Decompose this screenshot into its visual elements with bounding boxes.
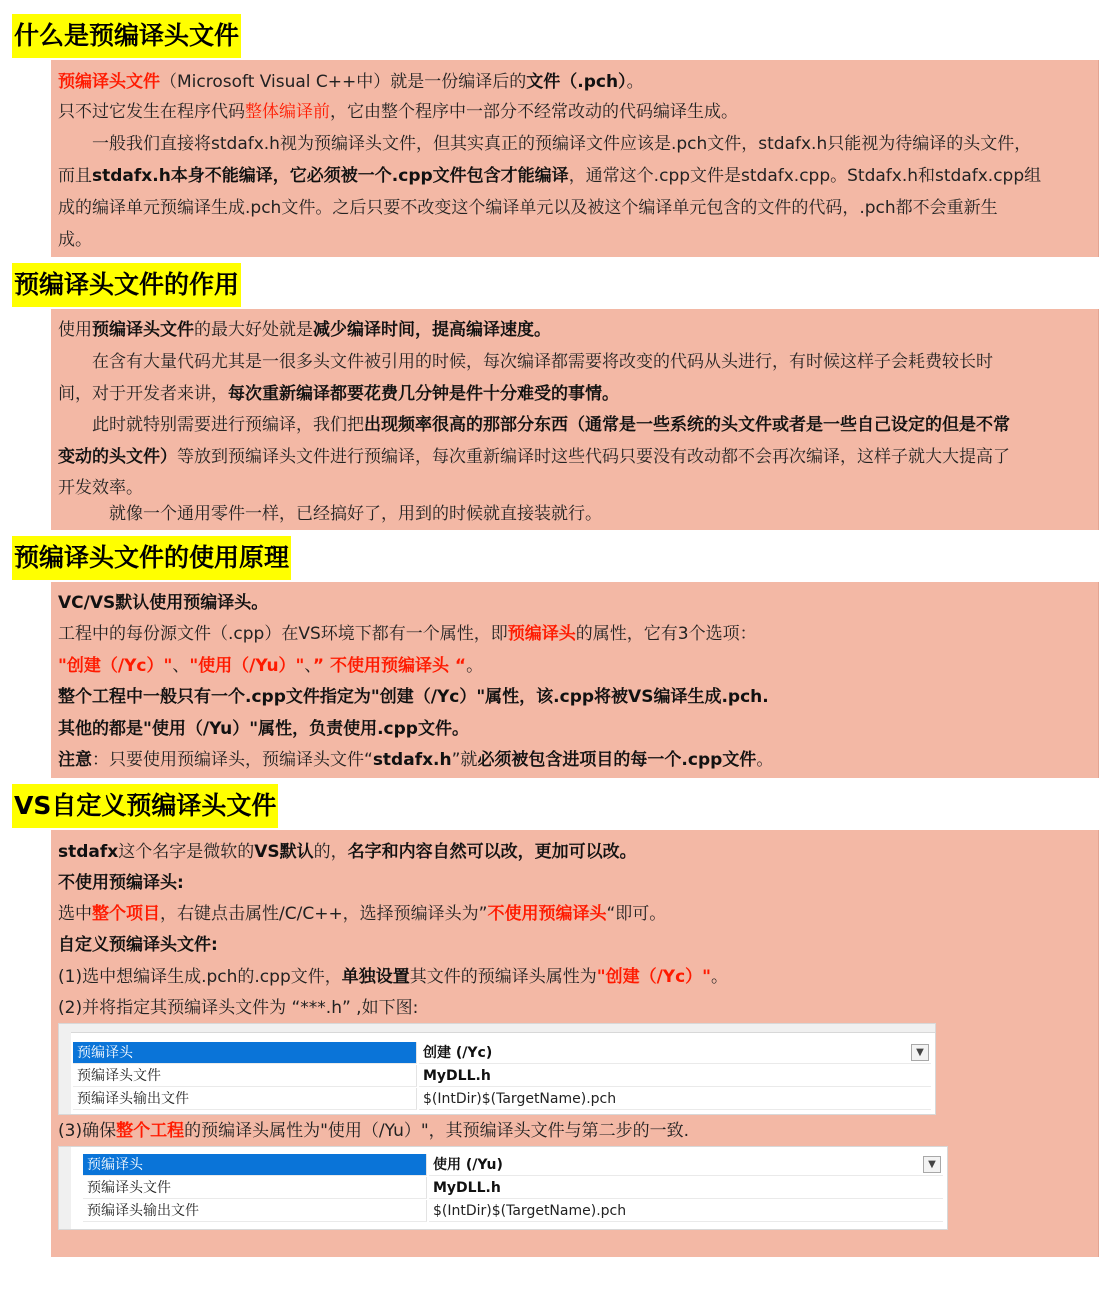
text-run: 自定义预编译头文件: (58, 935, 218, 955)
text-run: 。 (466, 656, 484, 676)
text-run: 使用 (58, 320, 92, 340)
paragraph-line (58, 593, 268, 613)
paragraph-line (58, 842, 637, 862)
text-run: 整体编译前 (245, 102, 330, 122)
text-run: 预编译头 (507, 624, 576, 644)
paragraph-line (58, 1121, 689, 1141)
paragraph-line (58, 687, 769, 707)
section-title: VS自定义预编译头文件 (12, 784, 278, 828)
paragraph-line (58, 624, 757, 644)
property-row[interactable] (83, 1200, 943, 1222)
paragraph-line (58, 320, 551, 340)
section-body (51, 309, 1099, 530)
property-key: 预编译头文件 (83, 1177, 427, 1199)
text-run: 工程中的每份源文件（.cpp）在VS环境下都有一个属性，即 (58, 624, 508, 644)
section-body (51, 582, 1099, 778)
text-run: 整个工程 (116, 1121, 185, 1141)
paragraph-line (58, 198, 998, 218)
text-run: 、 (304, 656, 313, 676)
text-run: 整个项目 (92, 904, 160, 924)
text-run: 。 (711, 967, 729, 987)
text-run: 整个工程中一般只有一个.cpp文件指定为"创建（/Yc）"属性，该.cpp将被VS编译生成.pch. (58, 687, 769, 707)
text-run: 这个名字是微软的 (118, 842, 255, 862)
text-run: “即可。 (606, 904, 667, 924)
text-run: 就像一个通用零件一样，已经搞好了，用到的时候就直接装就行。 (58, 504, 602, 524)
paragraph-line (58, 352, 993, 372)
text-run: 单独设置 (341, 967, 410, 987)
property-value[interactable]: 使用 (/Yu) (429, 1154, 943, 1176)
text-run: 的预编译头属性为"使用（/Yu）"，其预编译头文件与第二步的一致. (184, 1121, 690, 1141)
text-run: 其他的都是"使用（/Yu）"属性，负责使用.cpp文件。 (58, 719, 469, 739)
text-run: 间，对于开发者来讲， (58, 384, 228, 404)
paragraph-line (58, 904, 666, 924)
text-run: stdafx (58, 842, 119, 862)
text-run: "使用（/Yu）" (189, 656, 305, 676)
text-run: 预编译头文件 (58, 72, 160, 92)
text-run: ，右键点击属性/C/C++，选择预编译头为” (160, 904, 488, 924)
text-run: 成的编译单元预编译生成.pch文件。之后只要不改变这个编译单元以及被这个编译单元包含的文件的代码，.pch都不会重新生 (58, 198, 998, 218)
text-run: 一般我们直接将stdafx.h视为预编译头文件，但其实真正的预编译文件应该是.pch文件，stdafx.h只能视为待编译的头文件， (58, 134, 1032, 154)
text-run: 等放到预编译头文件进行预编译，每次重新编译时这些代码只要没有改动都不会再次编译，这样子就大大提高了 (177, 447, 1010, 467)
section-body (51, 60, 1099, 257)
text-run: (3)确保 (58, 1121, 117, 1141)
text-run: (2)并将指定其预编译头文件为 “***.h” ,如下图: (58, 998, 419, 1018)
property-row[interactable] (73, 1042, 931, 1064)
text-run: (1)选中想编译生成.pch的.cpp文件， (58, 967, 342, 987)
property-row[interactable] (73, 1065, 931, 1087)
text-run: ”就 (451, 750, 478, 770)
text-run: 选中 (58, 904, 92, 924)
text-run: 的最大好处就是 (194, 320, 313, 340)
text-run: 成。 (58, 230, 92, 250)
property-grid-use (58, 1146, 948, 1230)
text-run: 文件（.pch） (526, 72, 627, 92)
paragraph-line (58, 504, 602, 524)
paragraph-line (58, 967, 728, 987)
paragraph-line (58, 478, 143, 498)
text-run: 。 (756, 750, 774, 770)
property-key: 预编译头输出文件 (73, 1088, 417, 1110)
section-title: 预编译头文件的使用原理 (12, 536, 291, 580)
property-value[interactable]: MyDLL.h (429, 1177, 943, 1199)
paragraph-line (58, 719, 469, 739)
text-run: 注意 (58, 750, 92, 770)
paragraph-line (58, 873, 184, 893)
text-run: 只不过它发生在程序代码 (58, 102, 245, 122)
text-run: 开发效率。 (58, 478, 143, 498)
paragraph-line (58, 656, 483, 676)
property-value[interactable]: 创建 (/Yc) (419, 1042, 931, 1064)
paragraph-line (58, 134, 1031, 154)
property-value[interactable]: $(IntDir)$(TargetName).pch (429, 1200, 943, 1222)
paragraph-line (58, 72, 644, 92)
text-run: 每次重新编译都要花费几分钟是件十分难受的事情。 (228, 384, 619, 404)
paragraph-line (58, 935, 218, 955)
paragraph-line (58, 750, 773, 770)
paragraph-line (58, 447, 1010, 467)
property-value[interactable]: $(IntDir)$(TargetName).pch (419, 1088, 931, 1110)
text-run: 预编译头文件 (92, 320, 194, 340)
chevron-down-icon[interactable]: ▼ (911, 1044, 929, 1061)
property-key: 预编译头 (83, 1154, 427, 1176)
text-run: 减少编译时间，提高编译速度。 (313, 320, 551, 340)
text-run: 的， (313, 842, 348, 862)
text-run: 此时就特别需要进行预编译，我们把 (58, 415, 364, 435)
property-row[interactable] (73, 1088, 931, 1110)
text-run: 在含有大量代码尤其是一很多头文件被引用的时候，每次编译都需要将改变的代码从头进行，有时候这样子会耗费较长时 (58, 352, 993, 372)
text-run: 、 (172, 656, 190, 676)
text-run: 。 (626, 72, 644, 92)
text-run: ，通常这个.cpp文件是stdafx.cpp。Stdafx.h和stdafx.cpp组 (568, 166, 1042, 186)
text-run: 变动的头文件） (58, 447, 177, 467)
property-row[interactable] (83, 1177, 943, 1199)
text-run: stdafx.h本身不能编译，它必须被一个.cpp文件包含才能编译 (92, 166, 569, 186)
text-run: ：只要使用预编译头，预编译头文件“ (92, 750, 373, 770)
property-key: 预编译头输出文件 (83, 1200, 427, 1222)
text-run: 的属性，它有3个选项： (575, 624, 757, 644)
text-run: ” 不使用预编译头 “ (312, 656, 467, 676)
text-run: 不使用预编译头: (58, 873, 184, 893)
text-run: 其文件的预编译头属性为 (409, 967, 597, 987)
paragraph-line (58, 102, 738, 122)
paragraph-line (58, 230, 92, 250)
property-key: 预编译头文件 (73, 1065, 417, 1087)
text-run: ，它由整个程序中一部分不经常改动的代码编译生成。 (330, 102, 738, 122)
property-value[interactable]: MyDLL.h (419, 1065, 931, 1087)
text-run: 不使用预编译头 (487, 904, 607, 924)
section-title: 什么是预编译头文件 (12, 14, 241, 58)
section-body (51, 830, 1099, 1257)
text-run: VC/VS默认使用预编译头。 (58, 593, 269, 613)
chevron-down-icon[interactable]: ▼ (923, 1156, 941, 1173)
text-run: 出现频率很高的那部分东西（通常是一些系统的头文件或者是一些自己设定的但是不常 (364, 415, 1010, 435)
section-title: 预编译头文件的作用 (12, 263, 241, 307)
text-run: 而且 (58, 166, 92, 186)
text-run: （Microsoft Visual C++中）就是一份编译后的 (160, 72, 527, 92)
paragraph-line (58, 166, 1041, 186)
paragraph-line (58, 384, 619, 404)
property-row[interactable] (83, 1154, 943, 1176)
text-run: 必须被包含进项目的每一个.cpp文件 (477, 750, 757, 770)
property-grid-create (58, 1023, 936, 1115)
property-key: 预编译头 (73, 1042, 417, 1064)
paragraph-line (58, 998, 418, 1018)
text-run: stdafx.h (372, 750, 452, 770)
paragraph-line (58, 415, 1010, 435)
text-run: "创建（/Yc）" (596, 967, 712, 987)
text-run: "创建（/Yc）" (58, 656, 173, 676)
text-run: VS默认 (254, 842, 314, 862)
text-run: 名字和内容自然可以改，更加可以改。 (347, 842, 637, 862)
